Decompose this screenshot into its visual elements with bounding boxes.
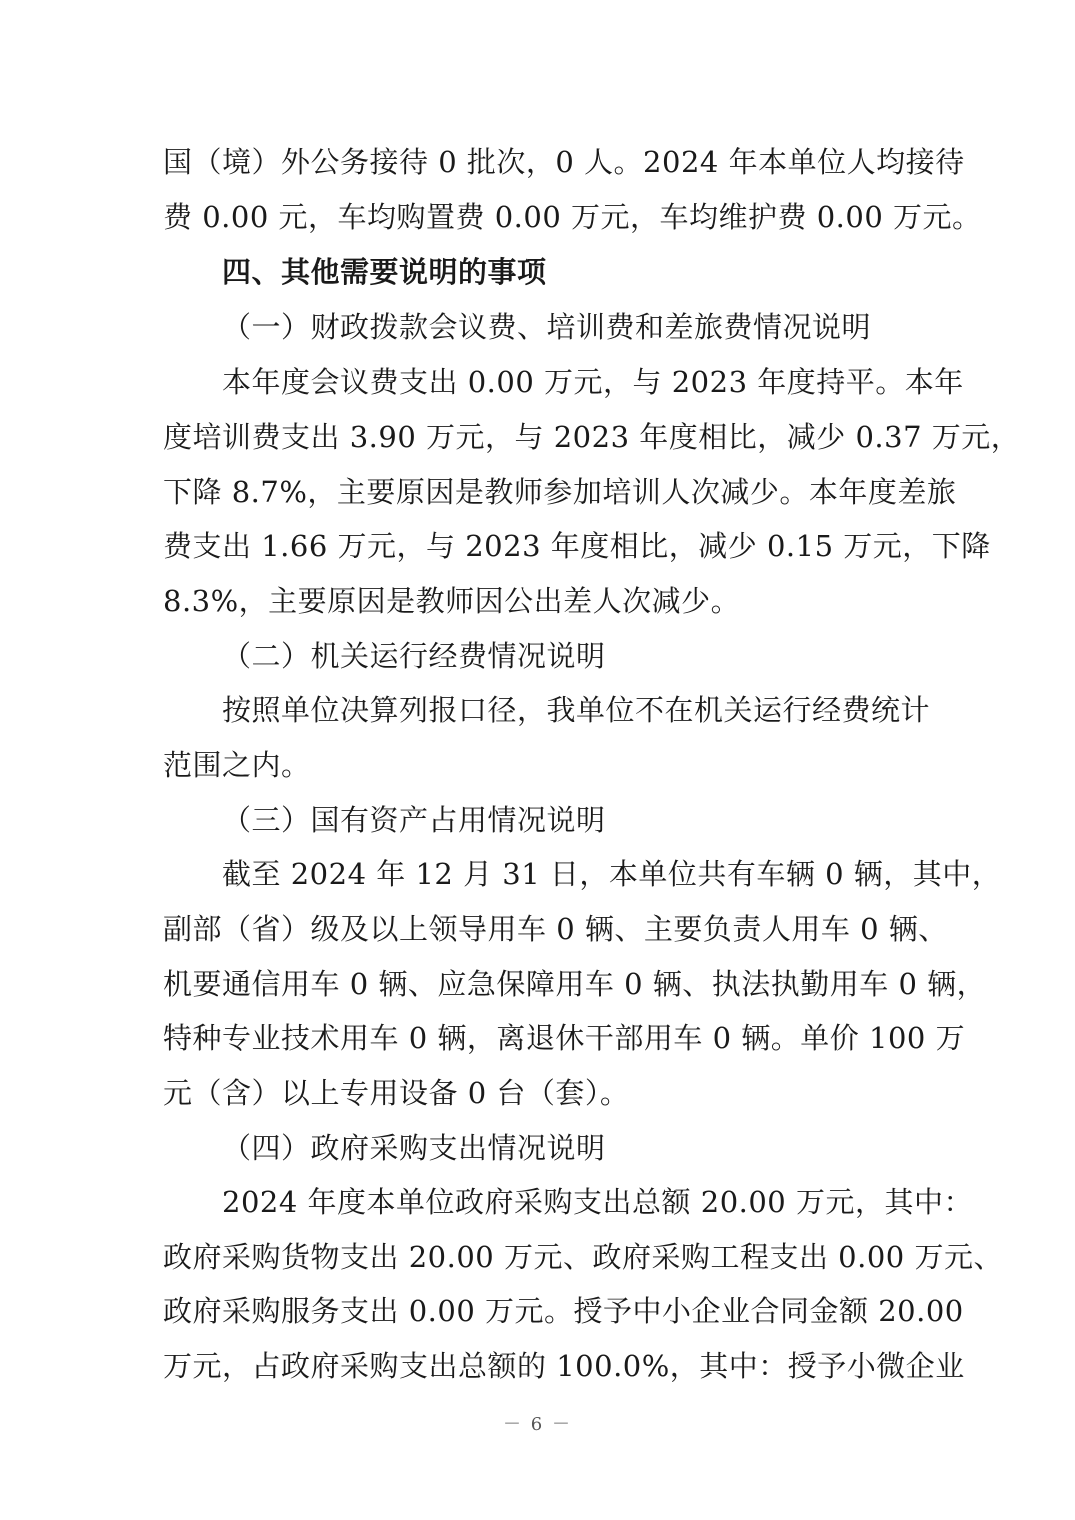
paragraph-line: 机要通信用车 0 辆、应急保障用车 0 辆、执法执勤用车 0 辆， [163,967,987,1001]
paragraph-line: 费支出 1.66 万元，与 2023 年度相比，减少 0.15 万元，下降 [163,529,991,563]
subsection-heading: （三）国有资产占用情况说明 [222,803,606,837]
paragraph-line: 度培训费支出 3.90 万元，与 2023 年度相比，减少 0.37 万元， [163,420,1021,454]
paragraph-line: 下降 8.7%，主要原因是教师参加培训人次减少。本年度差旅 [163,475,957,509]
paragraph-line: 特种专业技术用车 0 辆，离退休干部用车 0 辆。单价 100 万 [163,1021,966,1055]
subsection-heading: （四）政府采购支出情况说明 [222,1131,606,1165]
paragraph-line: 国（境）外公务接待 0 批次，0 人。2024 年本单位人均接待 [163,145,965,179]
paragraph-line: 政府采购服务支出 0.00 万元。授予中小企业合同金额 20.00 [163,1294,964,1328]
paragraph-line: 元（含）以上专用设备 0 台（套）。 [163,1076,630,1110]
paragraph-line: 按照单位决算列报口径，我单位不在机关运行经费统计 [222,693,931,727]
paragraph-line: 费 0.00 元，车均购置费 0.00 万元，车均维护费 0.00 万元。 [163,200,982,234]
paragraph-line: 副部（省）级及以上领导用车 0 辆、主要负责人用车 0 辆、 [163,912,948,946]
subsection-heading: （一）财政拨款会议费、培训费和差旅费情况说明 [222,310,872,344]
paragraph-line: 范围之内。 [163,748,311,782]
paragraph-line: 本年度会议费支出 0.00 万元，与 2023 年度持平。本年 [222,365,964,399]
subsection-heading: （二）机关运行经费情况说明 [222,639,606,673]
paragraph-line: 截至 2024 年 12 月 31 日，本单位共有车辆 0 辆，其中， [222,857,1002,891]
page-number: － 6 － [503,1414,572,1435]
paragraph-line: 8.3%，主要原因是教师因公出差人次减少。 [163,584,741,618]
paragraph-line: 万元，占政府采购支出总额的 100.0%，其中：授予小微企业 [163,1349,965,1383]
section-heading: 四、其他需要说明的事项 [222,255,547,289]
paragraph-line: 2024 年度本单位政府采购支出总额 20.00 万元，其中： [222,1185,973,1219]
paragraph-line: 政府采购货物支出 20.00 万元、政府采购工程支出 0.00 万元、 [163,1240,1003,1274]
